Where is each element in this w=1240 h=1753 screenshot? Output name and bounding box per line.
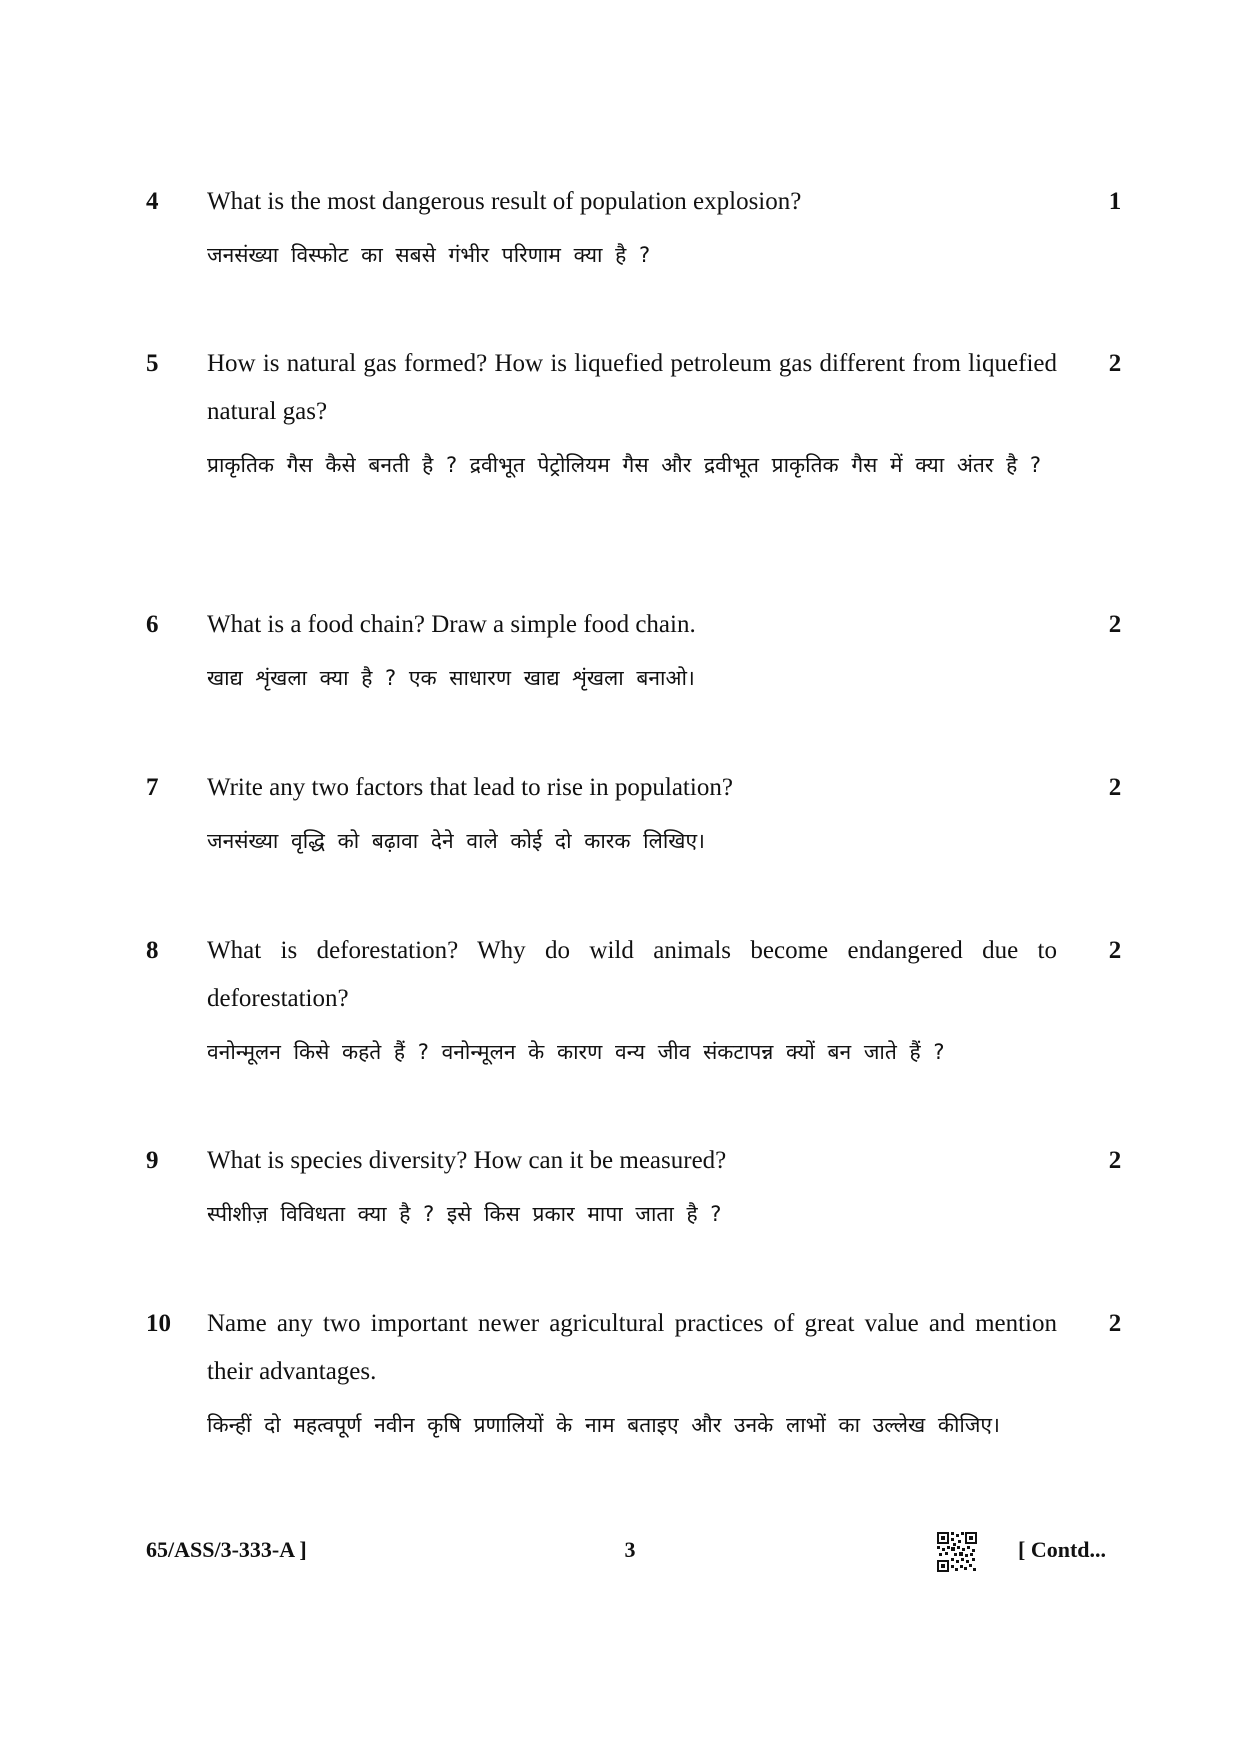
question-marks: 2 <box>1108 1147 1122 1174</box>
question-english: Name any two important newer agricultural practices of great value and mention their advantages. <box>207 1310 1057 1385</box>
question-marks: 1 <box>1108 188 1122 215</box>
question-marks: 2 <box>1108 611 1122 638</box>
question-number: 6 <box>146 611 159 638</box>
question-marks: 2 <box>1108 937 1122 964</box>
question-english: How is natural gas formed? How is liquefied petroleum gas different from liquefied natural gas? <box>207 350 1057 425</box>
continued-label: [ Contd... <box>1018 1537 1107 1562</box>
question-english: What is deforestation? Why do wild animals become endangered due to deforestation? <box>207 937 1057 1012</box>
paper-code: 65/ASS/3-333-A ] <box>146 1537 307 1562</box>
question-hindi: स्पीशीज़ विविधता क्या है ? इसे किस प्रकार मापा जाता है ? <box>207 1202 722 1226</box>
question-number: 7 <box>146 774 159 801</box>
question-english: What is species diversity? How can it be measured? <box>207 1147 727 1174</box>
question-number: 4 <box>146 188 159 215</box>
question-number: 10 <box>146 1310 171 1337</box>
question-number: 5 <box>146 350 159 377</box>
question-english: What is a food chain? Draw a simple food chain. <box>207 611 696 638</box>
page-number: 3 <box>624 1537 636 1562</box>
question-hindi: खाद्य शृंखला क्या है ? एक साधारण खाद्य शृंखला बनाओ। <box>207 666 695 690</box>
question-hindi: प्राकृतिक गैस कैसे बनती है ? द्रवीभूत पेट्रोलियम गैस और द्रवीभूत प्राकृतिक गैस में क्या अंतर है ? <box>207 453 1042 477</box>
question-marks: 2 <box>1108 350 1122 377</box>
question-number: 8 <box>146 937 159 964</box>
qr-code-icon <box>937 1532 977 1572</box>
question-english: What is the most dangerous result of population explosion? <box>207 188 802 215</box>
question-marks: 2 <box>1108 774 1122 801</box>
question-hindi: किन्हीं दो महत्वपूर्ण नवीन कृषि प्रणालियों के नाम बताइए और उनके लाभों का उल्लेख कीजिए। <box>207 1413 1001 1437</box>
question-hindi: जनसंख्या विस्फोट का सबसे गंभीर परिणाम क्या है ? <box>207 243 651 267</box>
question-hindi: जनसंख्या वृद्धि को बढ़ावा देने वाले कोई दो कारक लिखिए। <box>207 829 706 853</box>
question-hindi: वनोन्मूलन किसे कहते हैं ? वनोन्मूलन के कारण वन्य जीव संकटापन्न क्यों बन जाते हैं ? <box>207 1040 945 1064</box>
question-english: Write any two factors that lead to rise in population? <box>207 774 733 801</box>
question-number: 9 <box>146 1147 159 1174</box>
question-marks: 2 <box>1108 1310 1122 1337</box>
